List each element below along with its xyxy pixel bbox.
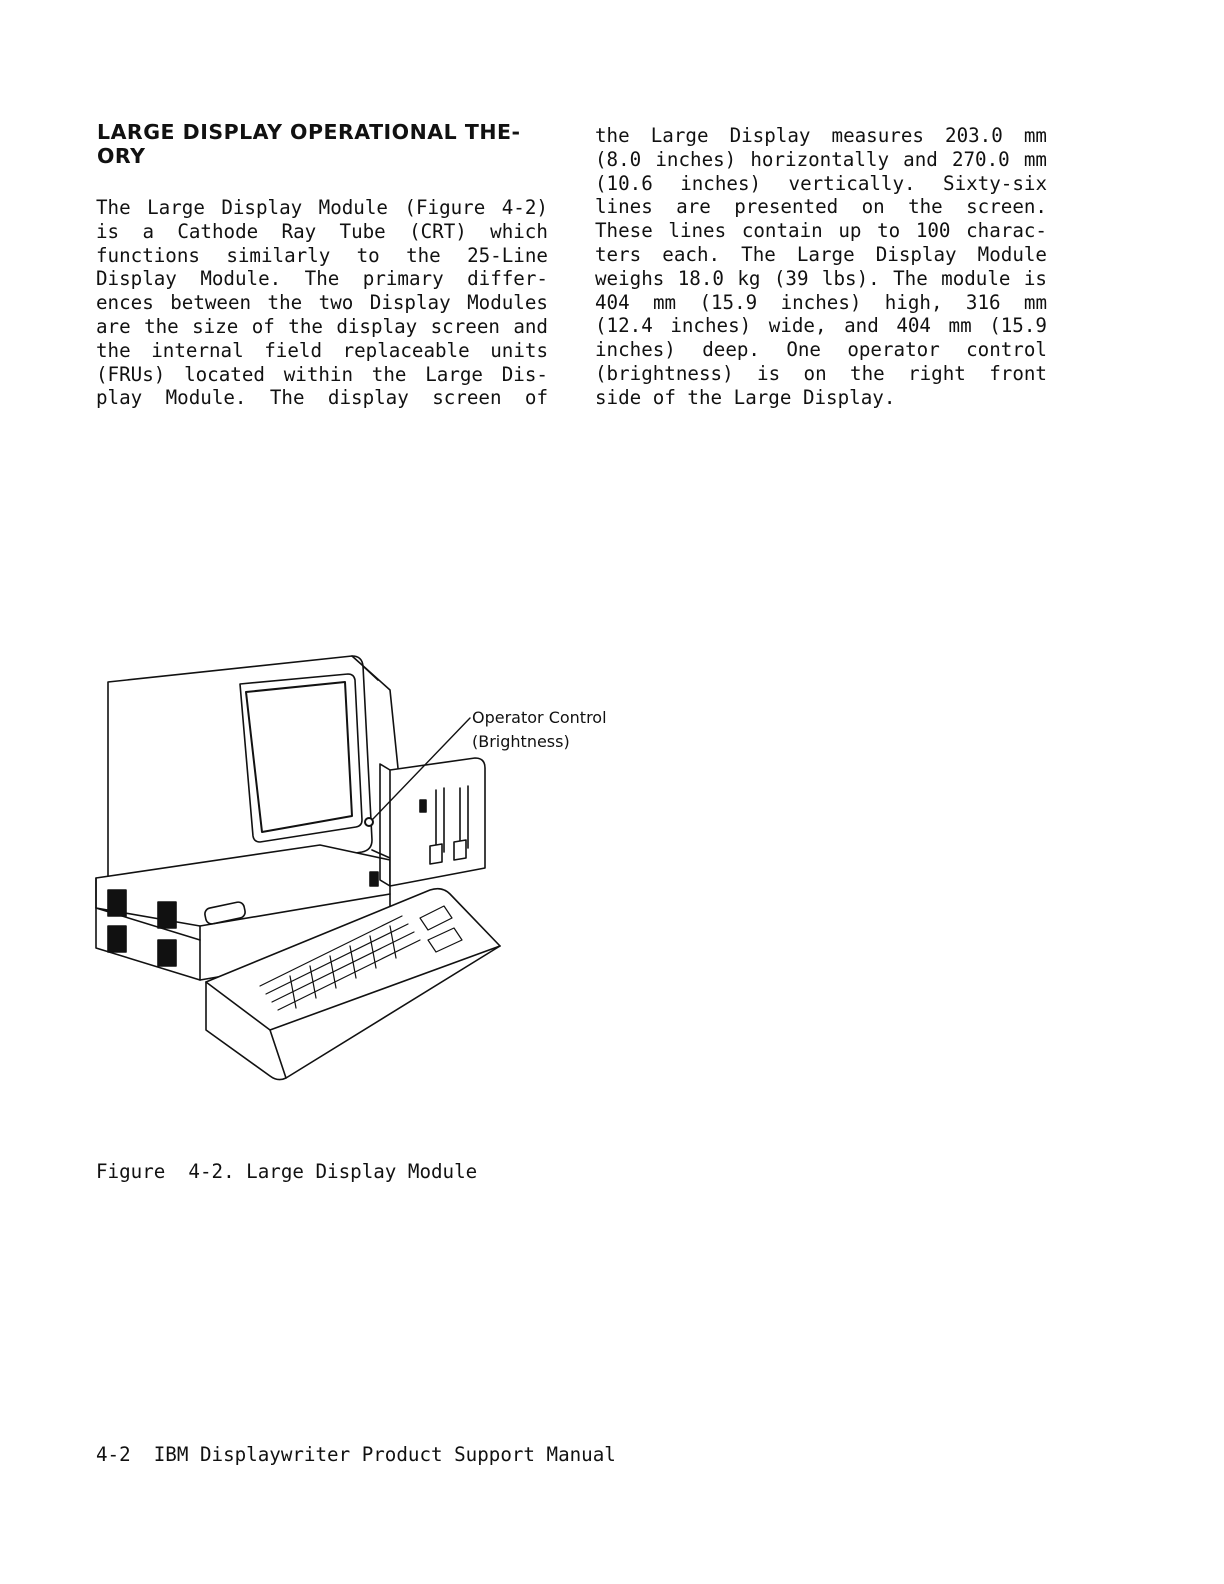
word: screen xyxy=(432,386,502,410)
word: Large xyxy=(796,242,855,266)
word: 404 xyxy=(896,314,931,338)
word: the xyxy=(850,361,885,385)
word: charac- xyxy=(966,219,1047,243)
word: and xyxy=(844,314,879,338)
text-line xyxy=(96,339,548,363)
word: inches) xyxy=(670,314,752,338)
word: Display xyxy=(96,267,177,291)
word: The xyxy=(304,267,340,291)
word: inches) xyxy=(655,147,737,171)
text-line xyxy=(595,362,1047,386)
word: control xyxy=(966,338,1047,362)
word: which xyxy=(490,219,548,243)
word: Cathode xyxy=(177,219,259,243)
word: One xyxy=(786,338,821,362)
word: wide, xyxy=(768,314,827,338)
word: a xyxy=(142,219,154,243)
word: between xyxy=(170,291,252,315)
word: differ- xyxy=(467,267,548,291)
word: high, xyxy=(884,290,943,314)
word: Large xyxy=(650,124,709,147)
word: Large xyxy=(722,385,792,409)
word: (12.4 xyxy=(595,314,653,338)
word: inches) xyxy=(680,171,762,195)
word: front xyxy=(989,361,1047,385)
diskette-unit xyxy=(380,758,485,886)
text-line xyxy=(595,148,1047,172)
word: of xyxy=(251,314,275,338)
word: Display. xyxy=(791,385,896,409)
word: is xyxy=(757,361,781,385)
page-footer: 4-2 IBM Displaywriter Product Support Manual xyxy=(96,1443,616,1466)
word: size xyxy=(192,314,239,338)
word: to xyxy=(356,243,380,267)
word: Dis- xyxy=(501,362,548,386)
word: (FRUs) xyxy=(96,362,166,386)
word: operator xyxy=(847,338,940,362)
right-column-text xyxy=(595,124,1047,410)
text-line xyxy=(595,338,1047,362)
word: module xyxy=(941,266,1011,290)
word: inches) xyxy=(595,338,676,362)
word: (15.9 xyxy=(989,314,1047,338)
word: the xyxy=(288,314,323,338)
text-line xyxy=(595,172,1047,196)
text-line xyxy=(595,267,1047,291)
word: The xyxy=(269,386,305,410)
word: the xyxy=(267,291,303,315)
word: are xyxy=(96,314,131,338)
word: are xyxy=(676,195,711,219)
word: Display xyxy=(875,242,957,266)
word: the xyxy=(675,385,723,409)
word: internal xyxy=(151,338,244,362)
word: Module. xyxy=(165,386,247,410)
word: of xyxy=(524,386,548,410)
word: mm xyxy=(1023,290,1047,314)
word: two xyxy=(318,291,354,315)
word: deep. xyxy=(702,338,760,362)
word: the xyxy=(595,124,630,147)
word: (15.9 xyxy=(699,290,758,314)
text-line xyxy=(96,220,548,244)
figure-callout-label xyxy=(472,706,607,754)
word: ters xyxy=(595,242,642,266)
word: mm xyxy=(948,314,972,338)
word: Display xyxy=(729,124,811,147)
word: is xyxy=(96,219,120,243)
word: Module xyxy=(977,242,1047,266)
text-line xyxy=(595,195,1047,219)
heading-line-2: ORY xyxy=(97,144,146,168)
word: inches) xyxy=(780,290,862,314)
word: the xyxy=(371,362,407,386)
word: each. xyxy=(662,242,721,266)
text-line xyxy=(96,315,548,339)
word: of xyxy=(641,385,676,409)
left-column-text xyxy=(96,196,548,410)
word: (Figure xyxy=(404,196,486,219)
word: The xyxy=(893,266,928,290)
word: units xyxy=(490,338,548,362)
word: Display xyxy=(369,291,451,315)
word: Module. xyxy=(200,267,282,291)
text-line xyxy=(96,363,548,387)
text-line xyxy=(595,124,1047,148)
word: 4-2) xyxy=(501,196,548,219)
word: and xyxy=(513,314,548,338)
word: mm xyxy=(1023,147,1047,171)
word: Display xyxy=(221,196,303,219)
word: functions xyxy=(96,243,200,267)
word: located xyxy=(184,362,265,386)
word: on xyxy=(803,361,827,385)
word: 100 xyxy=(915,219,951,243)
text-line xyxy=(96,291,548,315)
word: is xyxy=(1023,266,1047,290)
word: screen. xyxy=(966,195,1047,219)
word: up xyxy=(838,219,862,243)
word: These xyxy=(595,219,653,243)
callout-line-2: (Brightness) xyxy=(472,732,570,751)
word: lines xyxy=(595,195,653,219)
word: play xyxy=(96,386,143,410)
word: kg xyxy=(737,266,761,290)
word: The xyxy=(741,242,776,266)
word: 404 xyxy=(595,290,630,314)
vent-grille xyxy=(158,902,176,928)
word: Large xyxy=(147,196,205,219)
word: (brightness) xyxy=(595,361,734,385)
vent-grille xyxy=(158,940,176,966)
word: 25-Line xyxy=(467,243,548,267)
word: screen xyxy=(430,314,500,338)
callout-line-1: Operator Control xyxy=(472,708,607,727)
word: Large xyxy=(425,362,483,386)
word: The xyxy=(96,196,131,219)
word: right xyxy=(908,361,966,385)
word: and xyxy=(903,147,938,171)
word: weighs xyxy=(595,266,665,290)
word: 316 xyxy=(965,290,1001,314)
word: side xyxy=(595,385,642,409)
word: the xyxy=(908,195,943,219)
text-line xyxy=(96,196,548,220)
word: ences xyxy=(96,291,154,315)
word: 18.0 xyxy=(677,266,724,290)
word: similarly xyxy=(226,243,331,267)
power-indicator xyxy=(370,872,378,886)
word: lines xyxy=(668,219,727,243)
word: the xyxy=(96,338,131,362)
text-line xyxy=(595,243,1047,267)
text-line xyxy=(96,386,548,410)
word: Tube xyxy=(339,219,386,243)
figure-caption: Figure 4-2. Large Display Module xyxy=(96,1160,478,1183)
word: 203.0 xyxy=(945,124,1003,147)
word: display xyxy=(336,314,418,338)
word: contain xyxy=(741,219,823,243)
word: (39 xyxy=(773,266,809,290)
word: replaceable xyxy=(342,338,470,362)
text-line xyxy=(595,219,1047,243)
section-heading xyxy=(97,120,547,168)
word: the xyxy=(406,243,441,267)
word: Module xyxy=(318,196,388,219)
word: display xyxy=(327,386,409,410)
word: mm xyxy=(1023,124,1047,147)
word: Modules xyxy=(467,291,548,315)
vent-grille xyxy=(108,926,126,952)
word: Ray xyxy=(281,219,317,243)
word: primary xyxy=(362,267,444,291)
word: lbs). xyxy=(821,266,880,290)
word: measures xyxy=(831,124,924,147)
word: 270.0 xyxy=(951,147,1010,171)
word: (10.6 xyxy=(595,171,653,195)
word: vertically. xyxy=(788,171,916,195)
heading-line-1: LARGE DISPLAY OPERATIONAL THE- xyxy=(97,120,521,144)
vent-grille xyxy=(108,890,126,916)
word: horizontally xyxy=(750,147,889,171)
word: to xyxy=(877,219,901,243)
text-line xyxy=(595,291,1047,315)
word: on xyxy=(861,195,885,219)
word: (CRT) xyxy=(409,219,467,243)
text-line xyxy=(595,386,1047,410)
text-line xyxy=(595,314,1047,338)
word: mm xyxy=(653,290,677,314)
word: presented xyxy=(734,195,839,219)
word: (8.0 xyxy=(595,147,642,171)
text-line xyxy=(96,244,548,268)
word: field xyxy=(264,338,322,362)
word: within xyxy=(283,362,354,386)
text-line xyxy=(96,267,548,291)
word: the xyxy=(144,314,179,338)
word: Sixty-six xyxy=(943,171,1047,195)
